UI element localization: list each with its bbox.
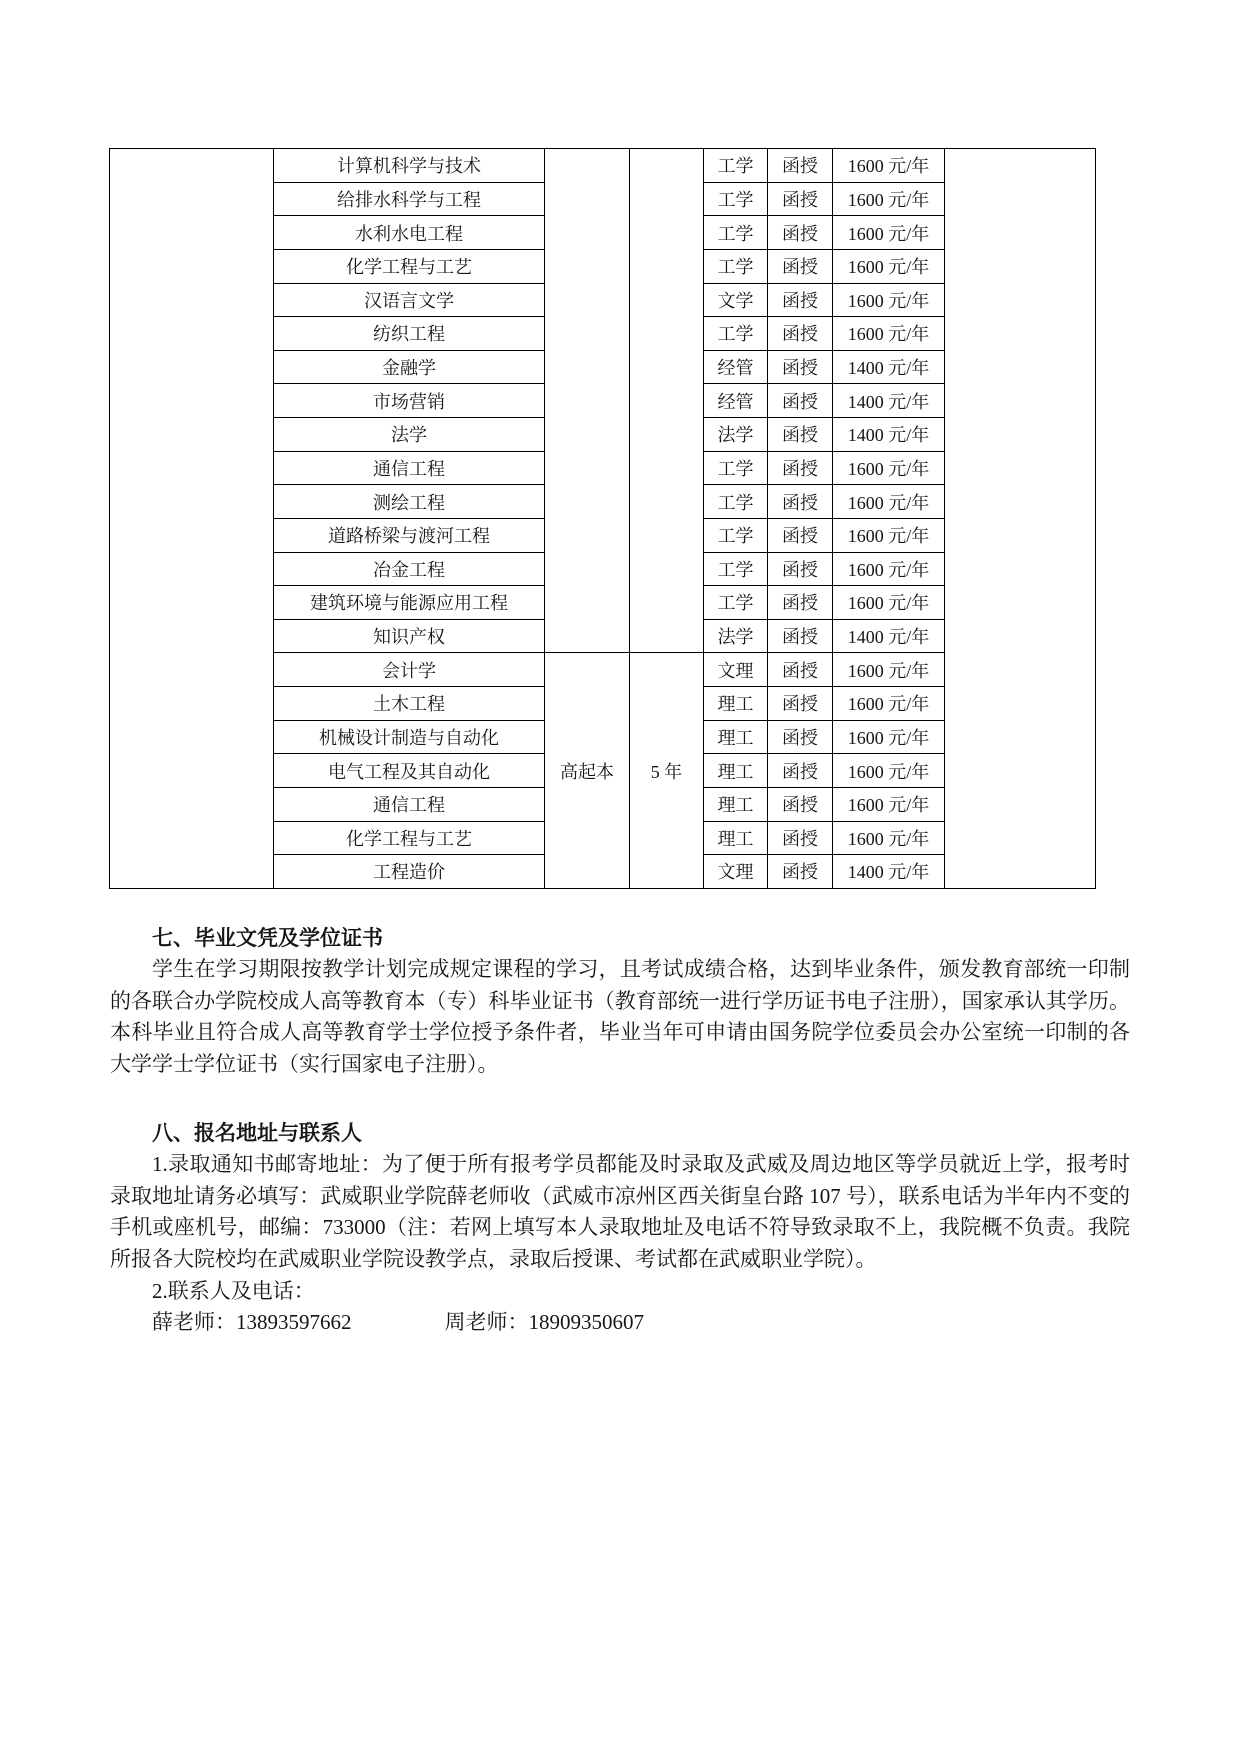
fee-cell: 1400 元/年 — [833, 619, 945, 653]
major-cell: 测绘工程 — [274, 485, 545, 519]
major-cell: 水利水电工程 — [274, 216, 545, 250]
major-cell: 道路桥梁与渡河工程 — [274, 518, 545, 552]
category-cell: 文理 — [704, 653, 768, 687]
fee-cell: 1600 元/年 — [833, 687, 945, 721]
category-cell: 经管 — [704, 384, 768, 418]
study-mode-cell: 函授 — [768, 384, 833, 418]
major-cell: 给排水科学与工程 — [274, 182, 545, 216]
contact-xue: 薛老师：13893597662 — [152, 1310, 352, 1335]
study-mode-cell: 函授 — [768, 821, 833, 855]
category-cell: 法学 — [704, 418, 768, 452]
category-cell: 工学 — [704, 149, 768, 183]
category-cell: 工学 — [704, 586, 768, 620]
study-mode-cell: 函授 — [768, 451, 833, 485]
study-mode-cell: 函授 — [768, 149, 833, 183]
duration-cell — [630, 149, 704, 653]
category-cell: 理工 — [704, 787, 768, 821]
contacts-line — [110, 1307, 1130, 1339]
major-cell: 纺织工程 — [274, 317, 545, 351]
duration-cell: 5 年 — [630, 653, 704, 888]
category-cell: 工学 — [704, 485, 768, 519]
major-cell: 会计学 — [274, 653, 545, 687]
fee-cell: 1600 元/年 — [833, 182, 945, 216]
majors-table — [109, 148, 1096, 889]
contacts-label: 2.联系人及电话： — [152, 1278, 315, 1303]
category-cell: 文学 — [704, 283, 768, 317]
major-cell: 市场营销 — [274, 384, 545, 418]
fee-cell: 1600 元/年 — [833, 821, 945, 855]
study-mode-cell: 函授 — [768, 754, 833, 788]
major-cell: 化学工程与工艺 — [274, 249, 545, 283]
study-mode-cell: 函授 — [768, 518, 833, 552]
majors-table-body — [110, 149, 1096, 889]
category-cell: 理工 — [704, 821, 768, 855]
category-cell: 工学 — [704, 182, 768, 216]
graduation-paragraph: 学生在学习期限按教学计划完成规定课程的学习，且考试成绩合格，达到毕业条件，颁发教育部统一印制的各联合办学院校成人高等教育本（专）科毕业证书（教育部统一进行学历证书电子注册），国家承认其学历。本科毕业且符合成人高等教育学士学位授予条件者，毕业当年可申请由国务院学位委员会办公室统一印制的各大学学士学位证书（实行国家电子注册）。 — [110, 957, 1130, 1077]
study-mode-cell: 函授 — [768, 283, 833, 317]
fee-cell: 1600 元/年 — [833, 317, 945, 351]
category-cell: 工学 — [704, 216, 768, 250]
category-cell: 经管 — [704, 350, 768, 384]
fee-cell: 1600 元/年 — [833, 451, 945, 485]
section-heading-graduation: 七、毕业文凭及学位证书 — [152, 926, 383, 950]
fee-cell: 1600 元/年 — [833, 653, 945, 687]
category-cell: 法学 — [704, 619, 768, 653]
fee-cell: 1400 元/年 — [833, 418, 945, 452]
address-paragraph: 1.录取通知书邮寄地址：为了便于所有报考学员都能及时录取及武威及周边地区等学员就近上学，报考时录取地址请务必填写：武威职业学院薛老师收（武威市凉州区西关街皇台路 107 号），联系电话为半年内不变的手机或座机号，邮编：733000（注：若网上填写本人录取地址及电话不符导致录取不上，我院概不负责。我院所报各大院校均在武威职业学院设教学点，录取后授课、考试都在武威职业学院）。 — [110, 1151, 1130, 1271]
fee-cell: 1600 元/年 — [833, 518, 945, 552]
fee-cell: 1600 元/年 — [833, 586, 945, 620]
major-cell: 工程造价 — [274, 855, 545, 889]
category-cell: 理工 — [704, 720, 768, 754]
study-mode-cell: 函授 — [768, 485, 833, 519]
major-cell: 通信工程 — [274, 451, 545, 485]
major-cell: 冶金工程 — [274, 552, 545, 586]
category-cell: 理工 — [704, 754, 768, 788]
major-cell: 建筑环境与能源应用工程 — [274, 586, 545, 620]
study-mode-cell: 函授 — [768, 216, 833, 250]
major-cell: 土木工程 — [274, 687, 545, 721]
study-mode-cell: 函授 — [768, 619, 833, 653]
major-cell: 知识产权 — [274, 619, 545, 653]
text-content — [110, 922, 1130, 1339]
left-spacer-cell — [110, 149, 274, 889]
category-cell: 文理 — [704, 855, 768, 889]
study-mode-cell: 函授 — [768, 317, 833, 351]
study-mode-cell: 函授 — [768, 787, 833, 821]
table-row — [110, 149, 1096, 183]
fee-cell: 1600 元/年 — [833, 787, 945, 821]
fee-cell: 1600 元/年 — [833, 552, 945, 586]
major-cell: 计算机科学与技术 — [274, 149, 545, 183]
fee-cell: 1600 元/年 — [833, 216, 945, 250]
study-mode-cell: 函授 — [768, 687, 833, 721]
section-heading-contact: 八、报名地址与联系人 — [152, 1120, 362, 1145]
category-cell: 理工 — [704, 687, 768, 721]
fee-cell: 1400 元/年 — [833, 855, 945, 889]
fee-cell: 1600 元/年 — [833, 485, 945, 519]
fee-cell: 1600 元/年 — [833, 249, 945, 283]
major-cell: 汉语言文学 — [274, 283, 545, 317]
category-cell: 工学 — [704, 451, 768, 485]
right-spacer-cell — [945, 149, 1096, 889]
major-cell: 化学工程与工艺 — [274, 821, 545, 855]
contact-zhou: 周老师：18909350607 — [444, 1310, 644, 1335]
study-mode-cell: 函授 — [768, 182, 833, 216]
level-cell: 高起本 — [545, 653, 630, 888]
major-cell: 法学 — [274, 418, 545, 452]
study-mode-cell: 函授 — [768, 350, 833, 384]
fee-cell: 1400 元/年 — [833, 350, 945, 384]
study-mode-cell: 函授 — [768, 552, 833, 586]
study-mode-cell: 函授 — [768, 720, 833, 754]
study-mode-cell: 函授 — [768, 249, 833, 283]
category-cell: 工学 — [704, 317, 768, 351]
fee-cell: 1600 元/年 — [833, 754, 945, 788]
major-cell: 电气工程及其自动化 — [274, 754, 545, 788]
major-cell: 通信工程 — [274, 787, 545, 821]
category-cell: 工学 — [704, 552, 768, 586]
study-mode-cell: 函授 — [768, 418, 833, 452]
level-cell — [545, 149, 630, 653]
category-cell: 工学 — [704, 518, 768, 552]
study-mode-cell: 函授 — [768, 653, 833, 687]
category-cell: 工学 — [704, 249, 768, 283]
fee-cell: 1600 元/年 — [833, 283, 945, 317]
study-mode-cell: 函授 — [768, 586, 833, 620]
major-cell: 机械设计制造与自动化 — [274, 720, 545, 754]
major-cell: 金融学 — [274, 350, 545, 384]
fee-cell: 1600 元/年 — [833, 720, 945, 754]
fee-cell: 1600 元/年 — [833, 149, 945, 183]
fee-cell: 1400 元/年 — [833, 384, 945, 418]
study-mode-cell: 函授 — [768, 855, 833, 889]
